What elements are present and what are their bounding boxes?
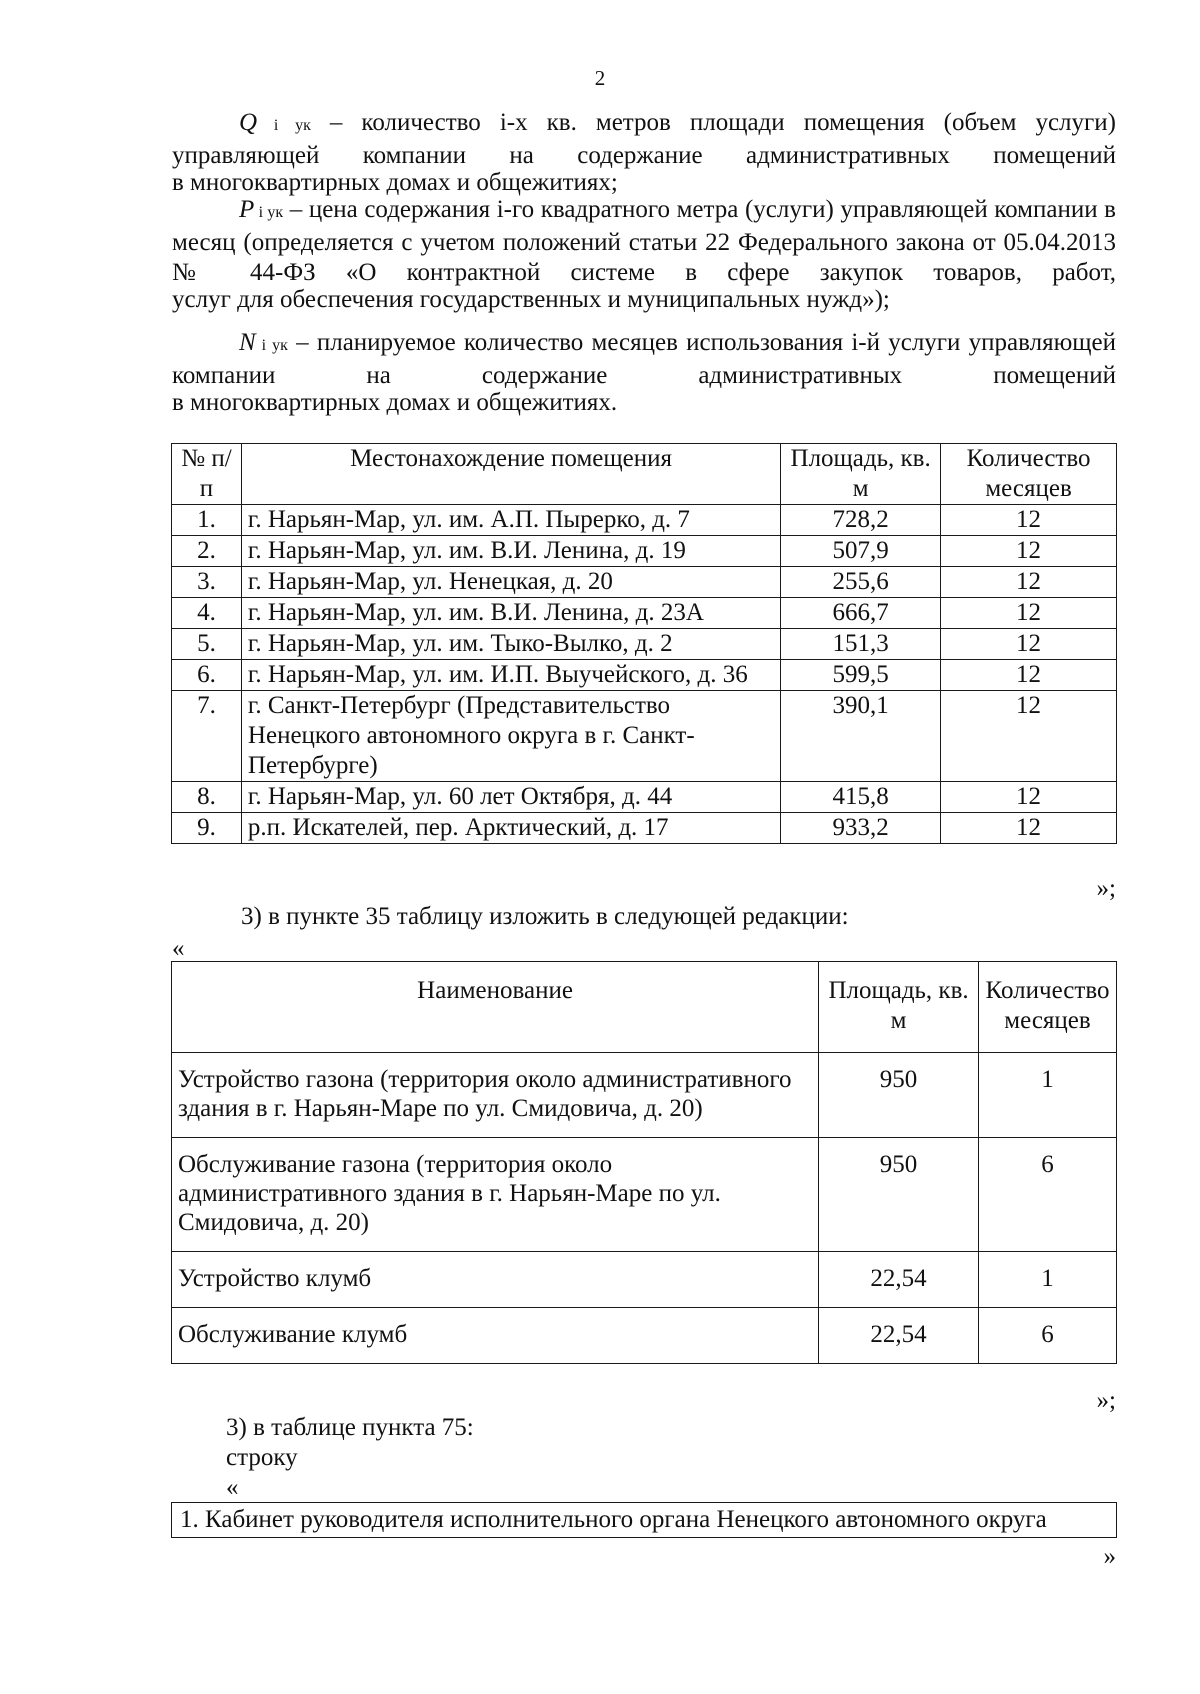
table-row [172, 1308, 1117, 1364]
row-name: Устройство клумб [172, 1252, 819, 1308]
header-months: Количество месяцев [979, 962, 1117, 1053]
closing-quote-2: »; [1096, 1387, 1116, 1414]
row-months: 12 [941, 660, 1117, 691]
row-area: 666,7 [781, 598, 941, 629]
row-number: 8. [172, 782, 242, 813]
row-area: 507,9 [781, 536, 941, 567]
table-row [172, 660, 1117, 691]
row-number: 3. [172, 567, 242, 598]
row-area: 950 [819, 1053, 979, 1138]
definition-n-text: – планируемое количество месяцев использования i-й услуги управляющей компании на содержание административных помещений [172, 329, 1116, 389]
definition-p [172, 195, 1116, 285]
row-months: 12 [941, 505, 1117, 536]
row-area: 933,2 [781, 813, 941, 844]
header-area: Площадь, кв. м [781, 444, 941, 505]
cabinet-row-text: 1. Кабинет руководителя исполнительного органа Ненецкого автономного округа [172, 1503, 1117, 1538]
row-number: 2. [172, 536, 242, 567]
header-area: Площадь, кв. м [819, 962, 979, 1053]
row-name: Обслуживание клумб [172, 1308, 819, 1364]
row-area: 255,6 [781, 567, 941, 598]
table-row [172, 567, 1117, 598]
symbol-p-subscript: i ук [254, 204, 284, 221]
row-number: 9. [172, 813, 242, 844]
opening-quote-2: « [172, 935, 185, 962]
row-months: 6 [979, 1308, 1117, 1364]
row-area: 415,8 [781, 782, 941, 813]
row-number: 6. [172, 660, 242, 691]
row-months: 6 [979, 1138, 1117, 1252]
row-area: 390,1 [781, 691, 941, 782]
row-location: г. Нарьян-Мар, ул. им. В.И. Ленина, д. 19 [241, 536, 780, 567]
row-number: 4. [172, 598, 242, 629]
row-months: 12 [941, 782, 1117, 813]
row-area: 950 [819, 1138, 979, 1252]
row-location: г. Нарьян-Мар, ул. им. И.П. Выучейского, д. 36 [241, 660, 780, 691]
row-area: 22,54 [819, 1252, 979, 1308]
table-row [172, 691, 1117, 782]
landscaping-table [171, 961, 1117, 1364]
row-months: 1 [979, 1053, 1117, 1138]
symbol-q: Q [239, 109, 258, 136]
definition-q-last-line: в многоквартирных домах и общежитиях; [172, 169, 618, 196]
definition-n [172, 328, 1116, 388]
symbol-q-subscript: i ук [257, 117, 311, 134]
opening-quote-3: « [226, 1474, 239, 1501]
row-location: г. Нарьян-Мар, ул. Ненецкая, д. 20 [241, 567, 780, 598]
premises-table [171, 443, 1117, 844]
row-area: 22,54 [819, 1308, 979, 1364]
item-75-text: 3) в таблице пункта 75: [226, 1414, 474, 1441]
cabinet-row-table [171, 1502, 1117, 1538]
definition-q-text: – количество i-х кв. метров площади помещения (объем услуги) управляющей компании на содержание административных помещений [172, 109, 1116, 169]
item-35-text: 3) в пункте 35 таблицу изложить в следующей редакции: [241, 903, 849, 930]
landscaping-table-header [172, 962, 1117, 1053]
row-name: Обслуживание газона (территория около административного здания в г. Нарьян-Маре по ул. Смидовича, д. 20) [172, 1138, 819, 1252]
closing-quote-1: »; [1096, 875, 1116, 902]
symbol-n: N [239, 329, 256, 356]
table-row [172, 629, 1117, 660]
table-row [172, 782, 1117, 813]
row-location: г. Нарьян-Мар, ул. им. Тыко-Вылко, д. 2 [241, 629, 780, 660]
row-area: 151,3 [781, 629, 941, 660]
row-area: 599,5 [781, 660, 941, 691]
definition-q [172, 108, 1116, 168]
table-row [172, 1138, 1117, 1252]
row-number: 1. [172, 505, 242, 536]
stroku-text: строку [226, 1444, 298, 1471]
header-months: Количество месяцев [941, 444, 1117, 505]
row-months: 12 [941, 691, 1117, 782]
header-number: № п/п [172, 444, 242, 505]
row-months: 12 [941, 629, 1117, 660]
row-location: г. Нарьян-Мар, ул. им. В.И. Ленина, д. 23А [241, 598, 780, 629]
row-location: г. Нарьян-Мар, ул. им. А.П. Пырерко, д. 7 [241, 505, 780, 536]
row-number: 5. [172, 629, 242, 660]
premises-table-header [172, 444, 1117, 505]
row-area: 728,2 [781, 505, 941, 536]
table-row [172, 1503, 1117, 1538]
row-months: 12 [941, 813, 1117, 844]
table-row [172, 813, 1117, 844]
symbol-n-subscript: i ук [255, 337, 288, 354]
header-location: Местонахождение помещения [241, 444, 780, 505]
row-name: Устройство газона (территория около административного здания в г. Нарьян-Маре по ул. Смидовича, д. 20) [172, 1053, 819, 1138]
table-row [172, 1053, 1117, 1138]
row-months: 12 [941, 536, 1117, 567]
closing-quote-3: » [1103, 1543, 1116, 1570]
definition-p-text: – цена содержания i-го квадратного метра (услуги) управляющей компании в месяц (определяется с учетом положений статьи 22 Федерального закона от 05.04.2013 № 44-ФЗ «О контрактной системе в сфере закупок товаров, работ, [172, 196, 1116, 286]
symbol-p: P [239, 196, 255, 223]
definition-p-last-line: услуг для обеспечения государственных и муниципальных нужд»); [172, 286, 890, 313]
header-name: Наименование [172, 962, 819, 1053]
row-months: 12 [941, 598, 1117, 629]
row-location: г. Нарьян-Мар, ул. 60 лет Октября, д. 44 [241, 782, 780, 813]
row-number: 7. [172, 691, 242, 782]
table-row [172, 536, 1117, 567]
definition-n-last-line: в многоквартирных домах и общежитиях. [172, 389, 618, 416]
table-row [172, 1252, 1117, 1308]
page-number: 2 [594, 66, 606, 90]
row-months: 1 [979, 1252, 1117, 1308]
row-location: г. Санкт-Петербург (Представительство Ненецкого автономного округа в г. Санкт-Петербурге) [241, 691, 780, 782]
row-months: 12 [941, 567, 1117, 598]
table-row [172, 598, 1117, 629]
row-location: р.п. Искателей, пер. Арктический, д. 17 [241, 813, 780, 844]
table-row [172, 505, 1117, 536]
